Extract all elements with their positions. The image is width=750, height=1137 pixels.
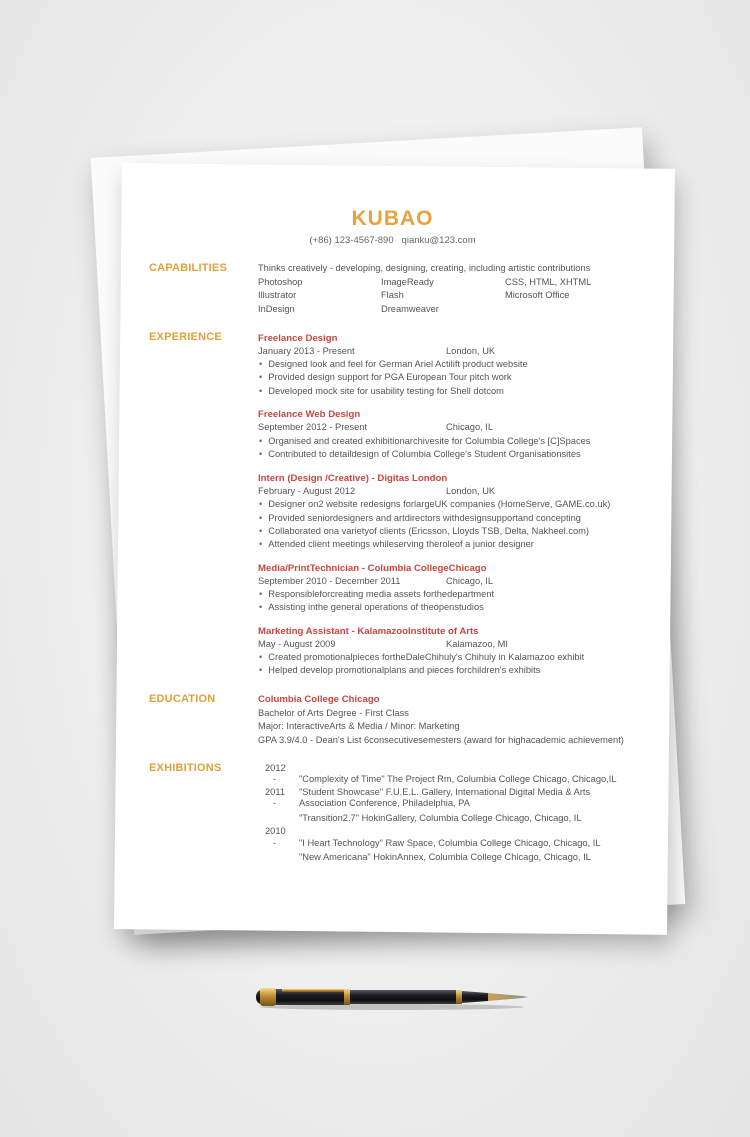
job-title: Media/PrintTechnician - Columbia CollegeChicago	[258, 563, 487, 574]
major: Major: InteractiveArts & Media / Minor: Marketing	[258, 721, 460, 731]
job-bullet: • Helped develop promotionalplans and pieces forchildren's exhibits	[259, 664, 540, 677]
education-heading: EDUCATION	[149, 693, 216, 705]
job-bullet: • Contributed to detaildesign of Columbia College's Student Organisationsites	[259, 448, 581, 461]
exhibition-entry: "Complexity of Time" The Project Rm, Columbia College Chicago, Chicago,IL	[299, 774, 617, 784]
exhibition-entry: "Student Showcase" F.U.E.L. Gallery, International Digital Media & Arts	[299, 787, 591, 797]
exhibition-dash: -	[273, 774, 277, 784]
job-date: January 2013 - Present	[258, 346, 355, 356]
capabilities-heading: CAPABILITIES	[149, 262, 227, 274]
fountain-pen-image	[252, 984, 532, 1010]
job-title: Marketing Assistant - KalamazooInstitute of Arts	[258, 626, 479, 637]
degree: Bachelor of Arts Degree - First Class	[258, 708, 409, 718]
experience-heading: EXPERIENCE	[149, 331, 222, 343]
job-bullet: • Provided seniordesigners and artdirectors withdesignsupportand concepting	[259, 512, 581, 525]
job-bullet: • Created promotionalpieces fortheDaleChihuly's Chihuly in Kalamazoo exhibit	[259, 651, 584, 664]
phone: (+86) 123-4567-890	[309, 235, 394, 246]
capabilities-summary: Thinks creatively - developing, designing, creating, including artistic contributions	[258, 263, 591, 273]
exhibition-entry: "Transition2.7" HokinGallery, Columbia College Chicago, Chicago, IL	[299, 813, 582, 823]
job-date: May - August 2009	[258, 639, 336, 649]
job-title: Intern (Design /Creative) - Digitas London	[258, 473, 448, 484]
school-name: Columbia College Chicago	[258, 694, 380, 705]
skill-item: Photoshop	[258, 277, 303, 287]
skill-item: ImageReady	[381, 277, 434, 287]
exhibition-year: 2011	[265, 787, 285, 797]
job-date: February - August 2012	[258, 486, 356, 496]
skill-item: Microsoft Office	[505, 290, 570, 300]
job-location: London, UK	[446, 346, 496, 356]
exhibition-entry: "I Heart Technology" Raw Space, Columbia College Chicago, Chicago, IL	[299, 838, 601, 848]
job-bullet: • Organised and created exhibitionarchivesite for Columbia College's [C]Spaces	[259, 435, 590, 448]
job-title: Freelance Design	[258, 333, 338, 344]
skill-item: CSS, HTML, XHTML	[505, 277, 592, 287]
contact-line	[0, 234, 750, 247]
skill-item: Dreamweaver	[381, 304, 439, 314]
job-bullet: • Provided design support for PGA European Tour pitch work	[259, 371, 512, 384]
resume-name: KUBAO	[351, 207, 434, 230]
job-bullet: • Designed look and feel for German Ariel Actilift product website	[259, 358, 528, 371]
exhibition-entry: "New Americana" HokinAnnex, Columbia College Chicago, Chicago, IL	[299, 852, 591, 862]
exhibition-entry-cont: Association Conference, Philadelphia, PA	[299, 798, 470, 808]
exhibition-dash: -	[273, 798, 277, 808]
exhibition-dash: -	[273, 838, 277, 848]
job-bullet: • Assisting inthe general operations of theopenstudios	[259, 601, 484, 614]
job-title: Freelance Web Design	[258, 409, 361, 420]
exhibition-year: 2012	[265, 763, 286, 773]
job-bullet: • Designer on2 website redesigns forlargeUK companies (HomeServe, GAME.co.uk)	[259, 498, 610, 511]
job-bullet: • Attended client meetings whileserving theroleof a junior designer	[259, 538, 534, 551]
job-location: Chicago, IL	[446, 422, 494, 432]
skill-item: Flash	[381, 290, 404, 300]
email: qianku@123.com	[401, 235, 476, 246]
exhibitions-heading: EXHIBITIONS	[149, 762, 222, 774]
skill-item: Illustrator	[258, 290, 297, 300]
job-bullet: • Collaborated ona varietyof clients (Ericsson, Lloyds TSB, Delta, Nakheel.com)	[259, 525, 589, 538]
job-date: September 2012 - Present	[258, 422, 368, 432]
job-location: Chicago, IL	[446, 576, 494, 586]
job-date: September 2010 - December 2011	[258, 576, 401, 586]
exhibition-year: 2010	[265, 826, 286, 836]
job-location: London, UK	[446, 486, 496, 496]
job-bullet: • Responsibleforcreating media assets forthedepartment	[259, 588, 494, 601]
job-location: Kalamazoo, MI	[446, 639, 509, 649]
job-bullet: • Developed mock site for usability testing for Shell dotcom	[259, 385, 504, 398]
gpa: GPA 3.9/4.0 - Dean's List 6consecutivesemesters (award for highacademic achievement)	[258, 735, 624, 745]
skill-item: InDesign	[258, 304, 295, 314]
